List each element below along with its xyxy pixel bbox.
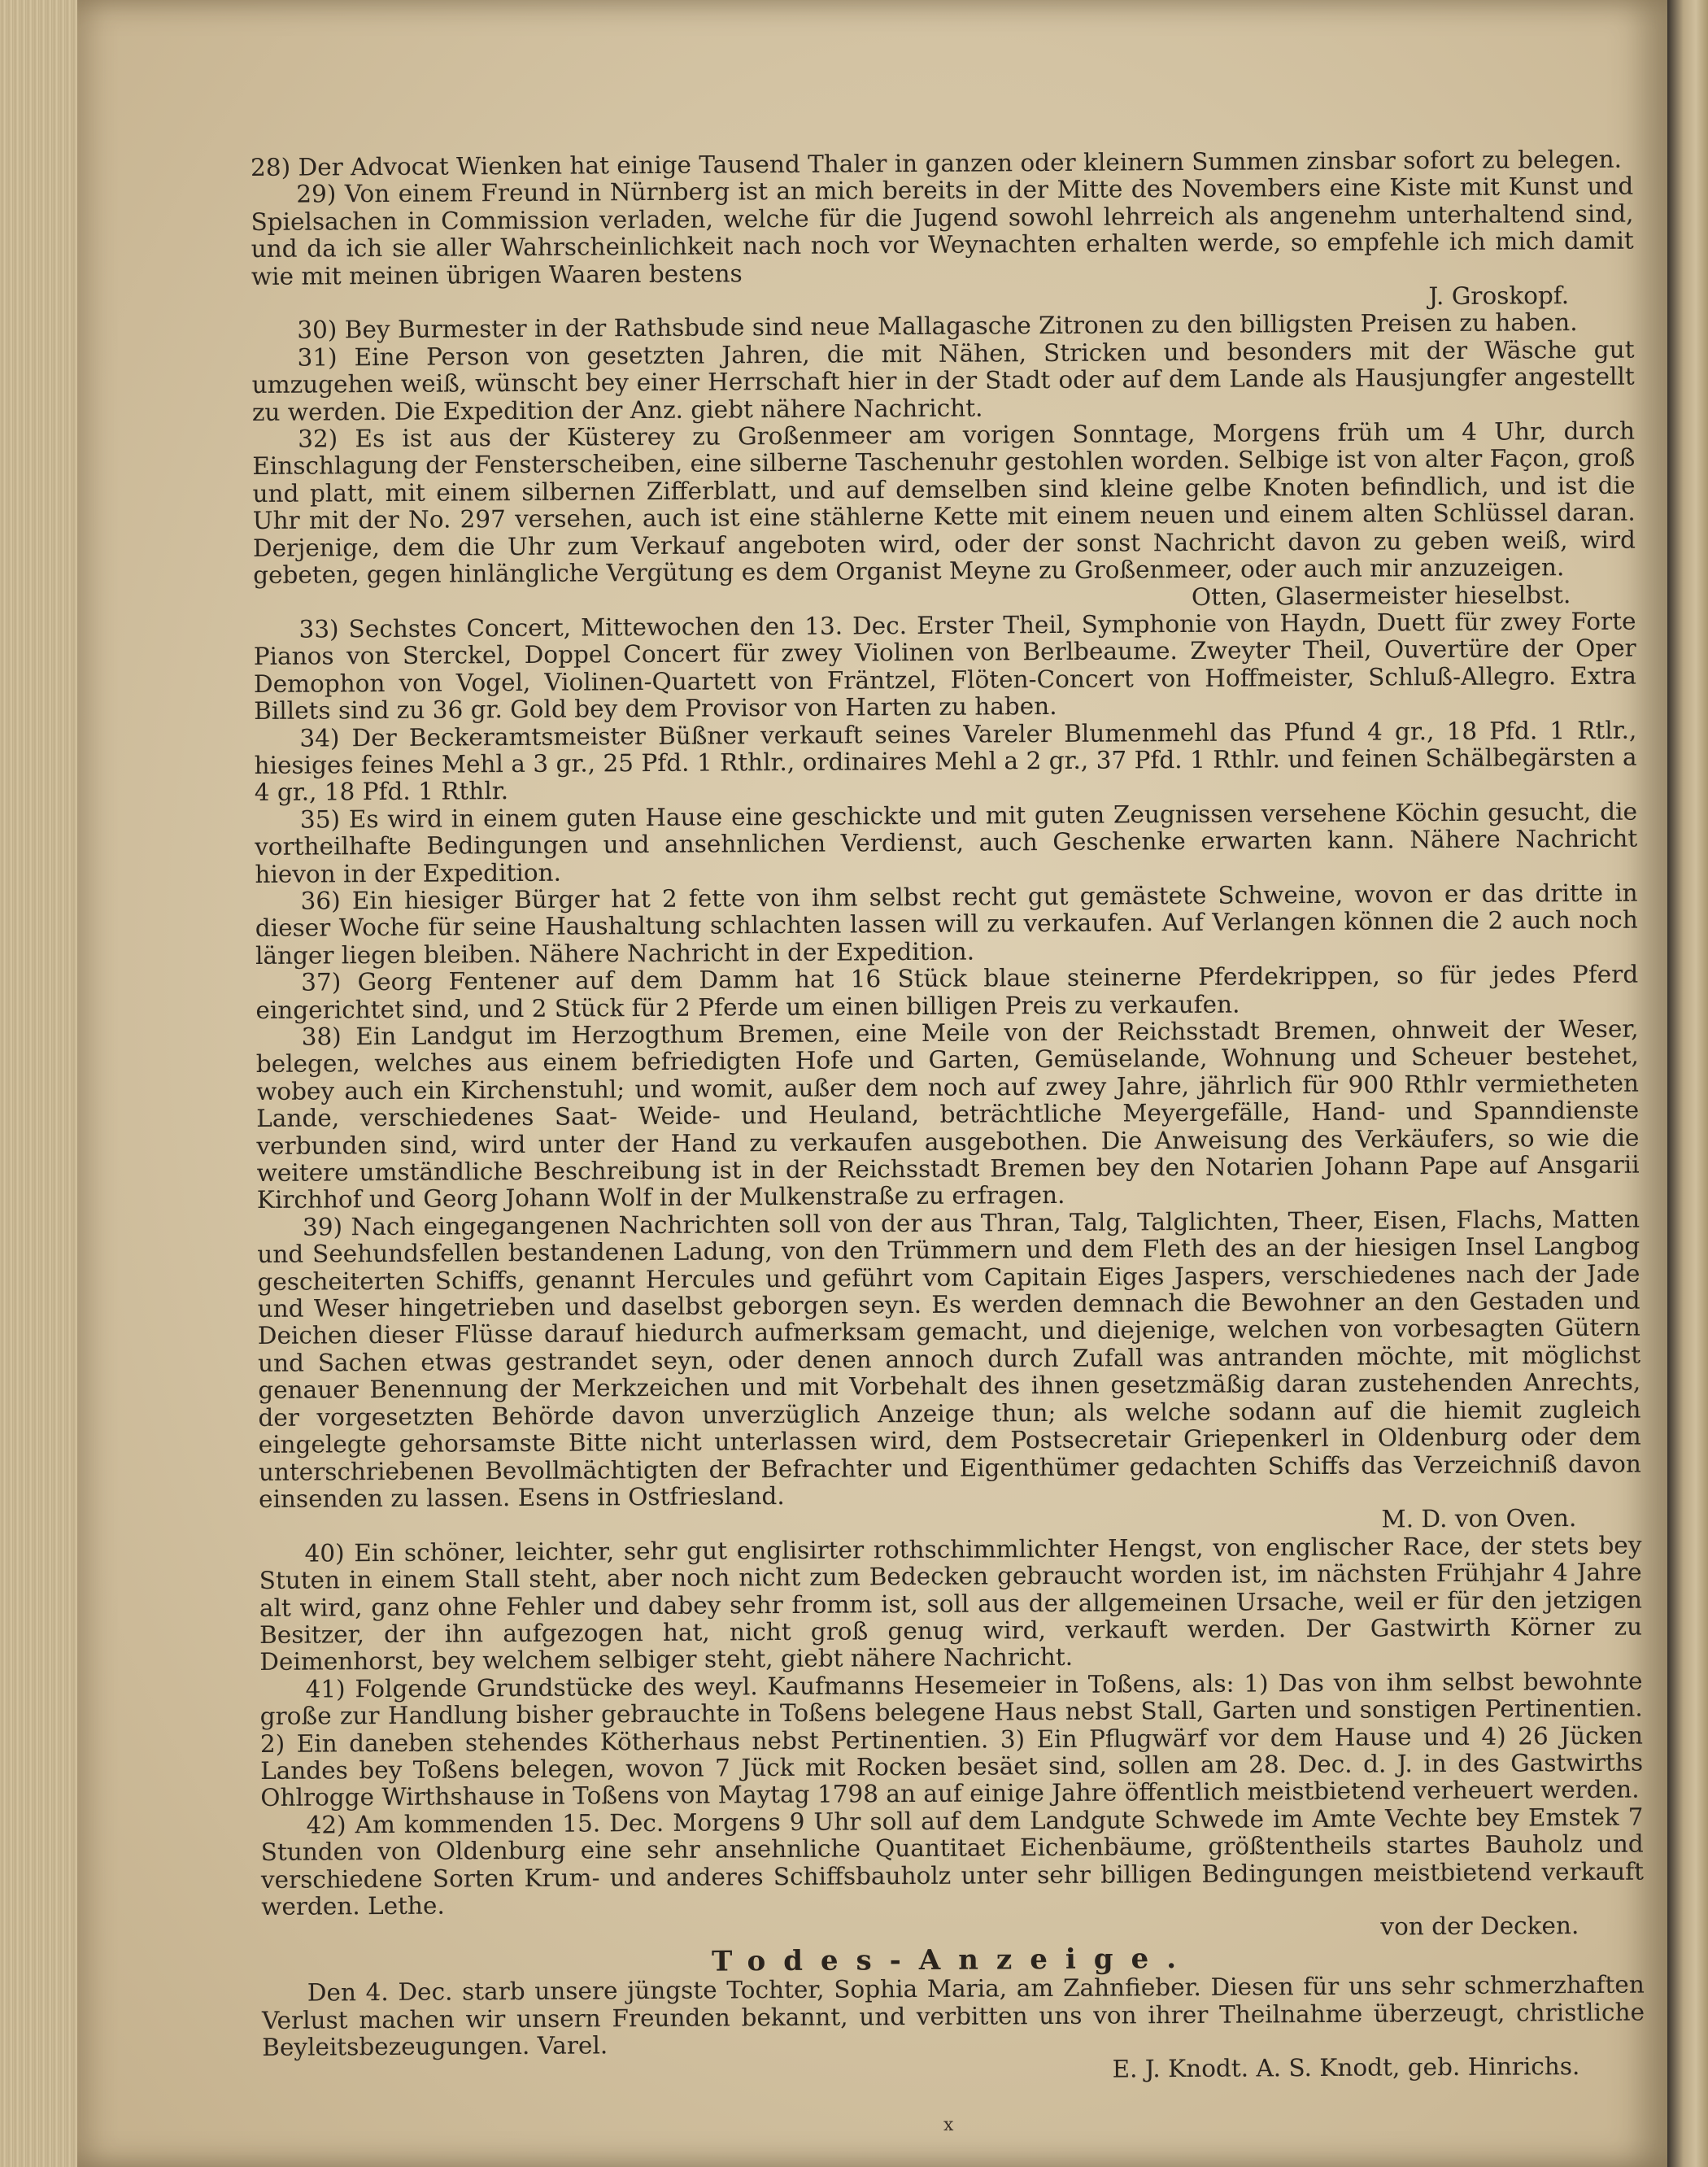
- entry-33: 33) Sechstes Concert, Mittewochen den 13. Dec. Erster Theil, Symphonie von Haydn, Duett für zwey Forte Pianos von Sterckel, Doppel Concert für zwey Violinen von Berlbeaume. Zweyter Theil, Ouvertüre der Oper Demophon von Vogel, Violinen-Quartett von Fräntzel, Flöten-Concert von Hoffmeister, Schluß-Allegro. Extra Billets sind zu 36 gr. Gold bey dem Provisor von Harten zu haben.: [253, 607, 1637, 726]
- entry-42-signature: von der Decken.: [1380, 1912, 1579, 1941]
- entry-41: 41) Folgende Grundstücke des weyl. Kaufmanns Hesemeier in Toßens, als: 1) Das von ihm selbst bewohnte große zur Handlung bisher gebrauchte in Toßens belegene Haus nebst Stall, Garten und sonstigen Pertinentien. 2) Ein daneben stehendes Kötherhaus nebst Pertinentien. 3) Ein Pflugwärf vor dem Hause und 4) 26 Jücken Landes bey Toßens belegen, wovon 7 Jück mit Rocken besäet sind, sollen am 28. Dec. d. J. in des Gastwirths Ohlrogge Wirthshause in Toßens von Maytag 1798 an auf einige Jahre öffentlich meistbietend verheuert werden.: [259, 1667, 1644, 1812]
- page-footer-mark: x: [943, 2115, 954, 2135]
- entry-28: 28) Der Advocat Wienken hat einige Tausend Thaler in ganzen oder kleinern Summen zinsbar sofort zu belegen.: [250, 145, 1623, 181]
- entry-29-signature: J. Groskopf.: [1428, 281, 1570, 311]
- entry-30: 30) Bey Burmester in der Rathsbude sind neue Mallagasche Zitronen zu den billigsten Preisen zu haben.: [297, 308, 1578, 345]
- entry-34: 34) Der Beckeramtsmeister Büßner verkauft seines Vareler Blumenmehl das Pfund 4 gr., 18 Pfd. 1 Rtlr., hiesiges feines Mehl a 3 gr., 25 Pfd. 1 Rthlr., ordinaires Mehl a 2 gr., 37 Pfd. 1 Rthlr. und feinen Schälbegärsten a 4 gr., 18 Pfd. 1 Rthlr.: [254, 716, 1637, 807]
- advertisement-column: [251, 146, 1645, 2089]
- entry-32: 32) Es ist aus der Küsterey zu Großenmeer am vorigen Sonntage, Morgens früh um 4 Uhr, durch Einschlagung der Fensterscheiben, eine silberne Taschenuhr gestohlen worden. Selbige ist von alter Façon, groß und platt, mit einem silbernen Zifferblatt, und auf demselben sind kleine gelbe Knoten befindlich, und ist die Uhr mit der No. 297 versehen, auch ist eine stählerne Kette mit einem neuen und einem alten Schlüssel daran. Derjenige, dem die Uhr zum Verkauf angeboten wird, oder der sonst Nachricht davon zu geben weiß, wird gebeten, gegen hinlängliche Vergütung es dem Organist Meyne zu Großenmeer, oder auch mir anzuzeigen.: [252, 416, 1636, 590]
- death-notice-text: Den 4. Dec. starb unsere jüngste Tochter, Sophia Maria, am Zahnfieber. Diesen für uns sehr schmerzhaften Verlust machen wir unsern Freunden bekannt, und verbitten uns von ihrer Theilnahme überzeugt, christliche Beyleitsbezeugungen. Varel.: [261, 1970, 1645, 2061]
- entry-39-signature: M. D. von Oven.: [1381, 1504, 1577, 1533]
- facing-page-edge: [1667, 0, 1708, 2167]
- entry-35: 35) Es wird in einem guten Hause eine geschickte und mit guten Zeugnissen versehene Köchin gesucht, die vortheilhafte Bedingungen und ansehnlichen Verdienst, auch Geschenke erwarten kann. Nähere Nachricht hievon in der Expedition.: [255, 797, 1638, 888]
- entry-32-signature: Otten, Glasermeister hieselbst.: [1191, 580, 1571, 611]
- entry-40: 40) Ein schöner, leichter, sehr gut englisirter rothschimmlichter Hengst, von englischer Race, der stets bey Stuten in einem Stall steht, aber noch nicht zum Bedecken gebraucht worden ist, im nächsten Frühjahr 4 Jahre alt wird, ganz ohne Fehler und dabey sehr fromm ist, soll aus der allgemeinen Ursache, weil er für den jetzigen Besitzer, der ihn aufgezogen hat, nicht groß genug wird, verkauft werden. Der Gastwirth Körner zu Deimenhorst, bey welchem selbiger steht, giebt nähere Nachricht.: [259, 1531, 1643, 1676]
- entry-36: 36) Ein hiesiger Bürger hat 2 fette von ihm selbst recht gut gemästete Schweine, wovon er das dritte in dieser Woche für seine Haushaltung schlachten lassen will zu verkaufen. Auf Verlangen können die 2 auch noch länger liegen bleiben. Nähere Nachricht in der Expedition.: [255, 879, 1638, 970]
- entry-29: 29) Von einem Freund in Nürnberg ist an mich bereits in der Mitte des Novembers eine Kiste mit Kunst und Spielsachen in Commission verladen, welche für die Jugend sowohl lehrreich als angenehm unterhaltend sind, und da ich sie aller Wahrscheinlichkeit nach noch vor Weynachten erhalten werde, so empfehle ich mich damit wie mit meinen übrigen Waaren bestens: [251, 172, 1634, 290]
- entry-38: 38) Ein Landgut im Herzogthum Bremen, eine Meile von der Reichsstadt Bremen, ohnweit der Weser, belegen, welches aus einem befriedigten Hofe und Garten, Gemüselande, Wohnung und Scheuer bestehet, wobey auch ein Kirchenstuhl; und womit, außer dem noch auf zwey Jahre, jährlich für 900 Rthlr vermietheten Lande, verschiedenes Saat- Weide- und Heuland, beträchtliche Meyergefälle, Hand- und Spanndienste verbunden sind, wird unter der Hand zu verkaufen ausgebothen. Die Anweisung des Verkäufers, so wie die weitere umständliche Beschreibung ist in der Reichsstadt Bremen bey den Notarien Johann Pape auf Ansgarii Kirchhof und Georg Johann Wolf in der Mulkenstraße zu erfragen.: [255, 1014, 1640, 1214]
- death-notice-signature: E. J. Knodt. A. S. Knodt, geb. Hinrichs.: [1112, 2052, 1580, 2084]
- entry-39: 39) Nach eingegangenen Nachrichten soll von der aus Thran, Talg, Talglichten, Theer, Eisen, Flachs, Matten und Seehundsfellen bestandenen Ladung, von den Trümmern und dem Fleth des an der hiesigen Insel Langbog gescheiterten Schiffs, genannt Hercules und geführt vom Capitain Eiges Jaspers, verschiedenes nach der Jade und Weser hingetrieben und daselbst geborgen seyn. Es werden demnach die Bewohner an den Gestaden und Deichen dieser Flüsse darauf hiedurch aufmerksam gemacht, und diejenige, welchen von vorbesagten Gütern und Sachen etwas gestrandet seyn, oder denen annoch durch Zufall was antranden möchte, mit möglichst genauer Benennung der Merkzeichen und mit Vorbehalt des ihnen gesetzmäßig daran zustehenden Anrechts, der vorgesetzten Behörde davon unverzüglich Anzeige thun; als welche sodann auf die hiemit zugleich eingelegte gehorsamste Bitte nicht unterlassen wird, dem Postsecretair Griepenkerl in Oldenburg oder dem unterschriebenen Bevollmächtigten der Befrachter und Eigenthümer gedachten Schiffs das Verzeichniß davon einsenden zu lassen. Esens in Ostfriesland.: [257, 1205, 1641, 1513]
- entry-31: 31) Eine Person von gesetzten Jahren, die mit Nähen, Stricken und besonders mit der Wäsche gut umzugehen weiß, wünscht bey einer Herrschaft hier in der Stadt oder auf dem Lande als Hausjungfer angestellt zu werden. Die Expedition der Anz. giebt nähere Nachricht.: [251, 335, 1635, 426]
- entry-42: 42) Am kommenden 15. Dec. Morgens 9 Uhr soll auf dem Landgute Schwede im Amte Vechte bey Emstek 7 Stunden von Oldenburg eine sehr ansehnliche Quantitaet Eichenbäume, größtentheils startes Bauholz und verschiedene Sorten Krum- und anderes Schiffsbauholz unter sehr billigen Bedingungen meistbietend verkauft werden. Lethe.: [260, 1803, 1645, 1921]
- entry-37: 37) Georg Fentener auf dem Damm hat 16 Stück blaue steinerne Pferdekrippen, so für jedes Pferd eingerichtet sind, und 2 Stück für 2 Pferde um einen billigen Preis zu verkaufen.: [255, 960, 1639, 1024]
- death-notice-heading: Todes-Anzeige.: [711, 1942, 1195, 1978]
